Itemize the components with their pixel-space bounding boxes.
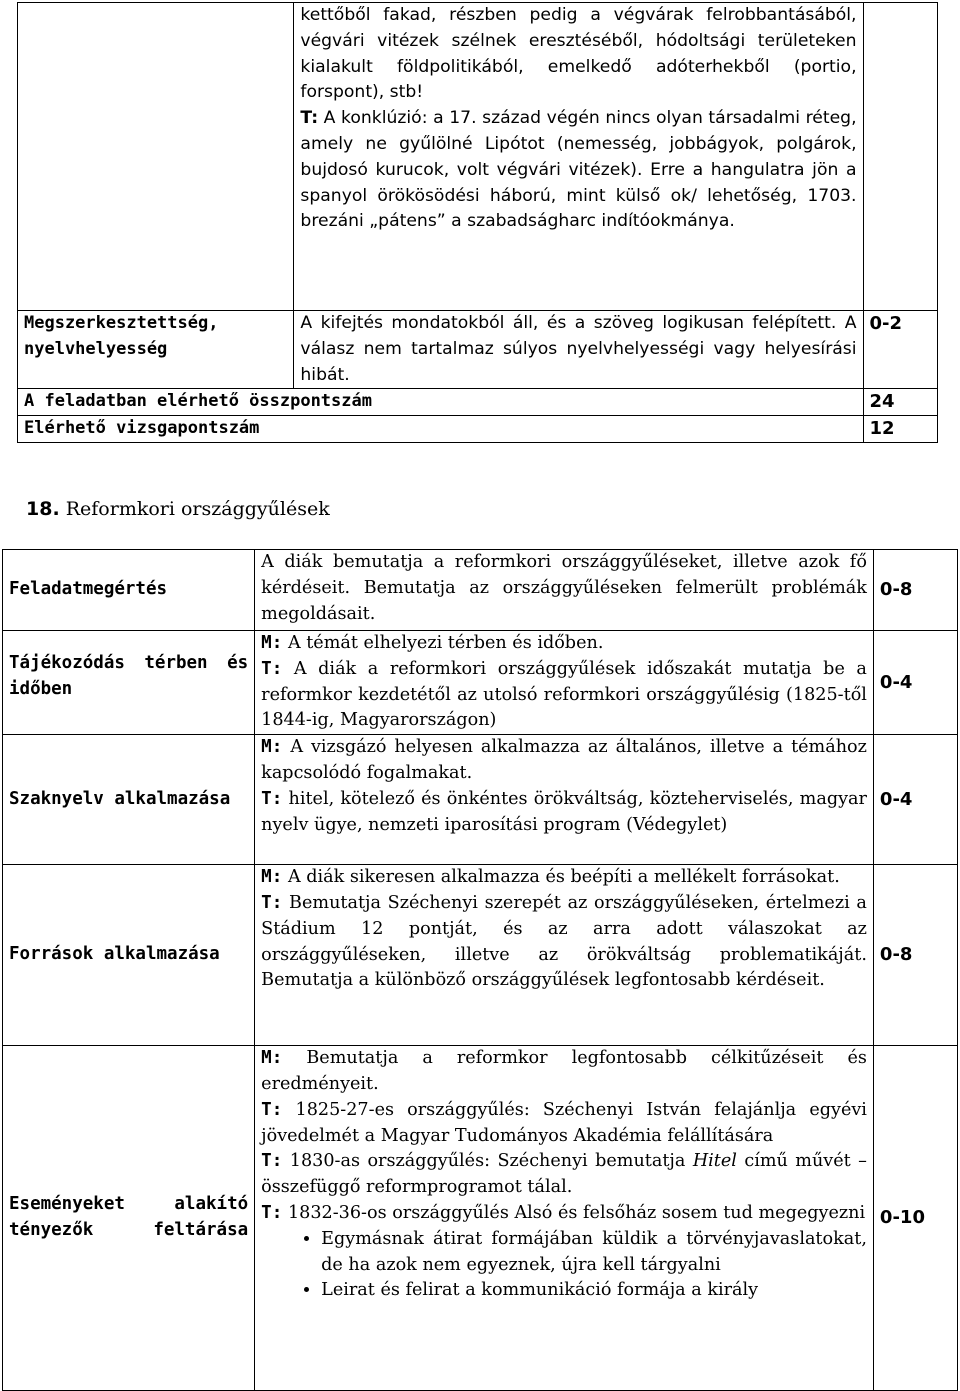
points-value: 0-8 [873,550,957,631]
exam-points-value: 12 [863,416,937,443]
table-row [3,1046,958,1391]
description-cell [255,1046,874,1391]
points-value: 0-2 [863,311,937,389]
description-text: A diák sikeresen alkalmazza és beépíti a mellékelt forrásokat. [287,867,840,888]
t-label: T: [261,658,283,679]
points-value: 0-8 [873,865,957,1046]
description-text: A diák a reformkori országgyűlések időszakát mutatja be a reformkor kezdetétől az utolsó reformkori országgyűlésig (1825-től 1844-ig, Magyarországon) [261,658,867,731]
criterion-cell [3,550,255,631]
table-row [18,311,938,389]
t-label: T: [300,108,319,129]
section-title: Reformkori országgyűlések [65,498,330,520]
description-cell [255,550,874,631]
m-label: M: [261,1048,283,1069]
criterion-cell [3,735,255,865]
table-row [3,865,958,1046]
criterion-label: Tájékozódás térben és időben [9,653,249,699]
table-row [3,550,958,631]
t-label: T: [261,1151,283,1172]
section-heading [26,498,330,520]
description-cell [255,865,874,1046]
description-text: A diák bemutatja a reformkori országgyűléseket, illetve azok fő kérdéseit. Bemutatja az országgyűléseken felmerült problémák megoldásait. [261,552,867,624]
italic-title: Hitel [692,1151,737,1172]
description-text: 1825-27-es országgyűlés: Széchenyi István felajánlja egyévi jövedelmét a Magyar Tudományos Akadémia felállítására [261,1099,867,1146]
criterion-label: Eseményeket alakító tényezők feltárása [9,1194,249,1241]
criterion-cell [3,865,255,1046]
table-row [3,735,958,865]
description-cell [255,735,874,865]
criterion-label: Szaknyelv alkalmazása [9,788,231,809]
points-cell-empty [863,3,937,311]
table-row [18,416,938,443]
table-row [3,631,958,735]
description-text: című művét – összefüggő reformprogramot tálal. [261,1151,867,1198]
m-label: M: [261,867,283,888]
points-value: 0-4 [873,631,957,735]
description-text: A témát elhelyezi térben és időben. [287,633,604,653]
exam-points-label: Elérhető vizsgapontszám [18,416,864,443]
criterion-label: Megszerkesztettség, nyelvhelyesség [24,313,219,359]
description-text: Bemutatja a reformkor legfontosabb célkitűzéseit és eredményeit. [261,1048,867,1094]
description-text: A konklúzió: a 17. század végén nincs olyan társadalmi réteg, amely ne gyűlölné Lipótot (nemesség, jobbágyok, polgárok, bujdosó kurucok, volt végvári vitézek). Erre a hangulatra jön a spanyol örökösödési háború, mint külső ok/ lehetőség, 1703. brezáni „pátens” a szabadságharc indítóokmánya. [300,108,857,232]
section-number: 18. [26,498,60,520]
description-cell [294,3,863,311]
list-item: • Leirat és felirat a kommunikáció formája a király [321,1278,867,1304]
criterion-cell-empty [18,3,294,311]
t-label: T: [261,788,283,809]
table-row [18,3,938,311]
criterion-label: Források alkalmazása [9,944,220,965]
description-cell [255,631,874,735]
points-value: 0-10 [873,1046,957,1391]
description-text: Bemutatja Széchenyi szerepét az országgyűléseken, értelmezi a Stádium 12 pontját, és az arra adott válaszokat az országgyűléseken, illetve az örökváltság problematikáját. Bemutatja a különböző országgyűlések legfontosabb kérdéseit. [261,892,867,991]
scoring-table-previous [17,2,938,443]
description-text: A kifejtés mondatokból áll, és a szöveg logikusan felépített. A válasz nem tartalmaz súlyos nyelvhelyességi vagy helyesírási hibát. [300,313,857,385]
total-points-label: A feladatban elérhető összpontszám [18,389,864,416]
description-text: 1832-36-os országgyűlés Alsó és felsőház sosem tud megegyezni [287,1202,866,1223]
description-text: 1830-as országgyűlés: Széchenyi bemutatja [289,1151,686,1172]
points-value: 0-4 [873,735,957,865]
list-item: • Egymásnak átirat formájában küldik a törvényjavaslatokat, de ha azok nem egyeznek, újra kell tárgyalni [321,1227,867,1279]
table-row [18,389,938,416]
criterion-cell [18,311,294,389]
t-label: T: [261,1099,283,1120]
description-text: kettőből fakad, részben pedig a végvárak felrobbantásából, végvári vitézek szélnek eresztéséből, hódoltsági területeken kialakult földpolitikából, emelkedő adóterhekből (portio, forspont), stb! [300,5,857,103]
m-label: M: [261,633,283,653]
t-label: T: [261,892,283,913]
bullet-list [261,1227,867,1304]
total-points-value: 24 [863,389,937,416]
description-text: A vizsgázó helyesen alkalmazza az általános, illetve a témához kapcsolódó fogalmakat. [261,737,867,783]
criterion-cell [3,1046,255,1391]
criterion-label: Feladatmegértés [9,579,168,600]
description-cell [294,311,863,389]
description-text: hitel, kötelező és önkéntes örökváltság, közteherviselés, magyar nyelv ügye, nemzeti iparosítási program (Védegylet) [261,788,867,835]
criterion-cell [3,631,255,735]
t-label: T: [261,1202,283,1223]
scoring-table-reform-diets [2,549,958,1391]
m-label: M: [261,737,283,758]
